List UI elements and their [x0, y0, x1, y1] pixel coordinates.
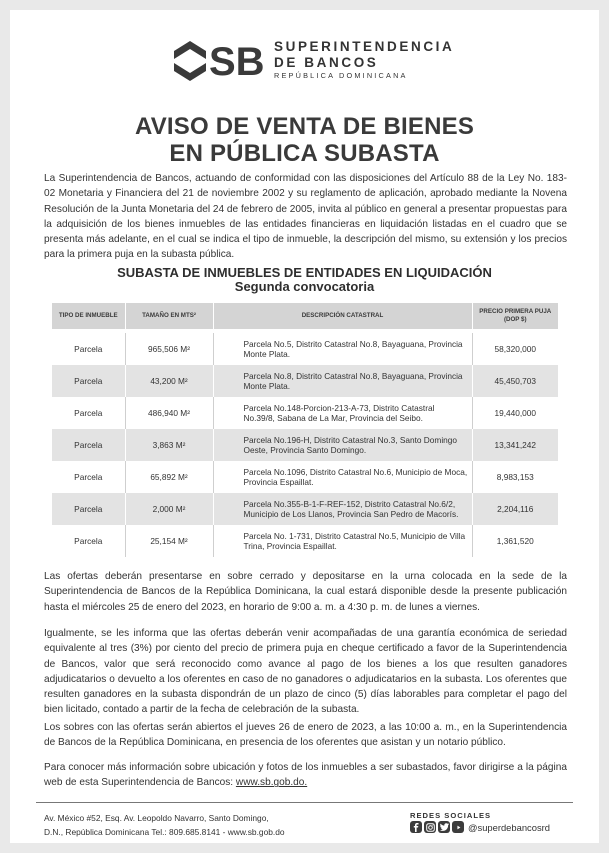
cell-desc: Parcela No.5, Distrito Catastral No.8, Bayaguana, Provincia Monte Plata. — [213, 333, 472, 365]
table-row — [52, 525, 558, 557]
social-title: REDES SOCIALES — [410, 811, 492, 820]
cell-type: Parcela — [52, 365, 125, 397]
twitter-icon[interactable] — [438, 821, 450, 833]
social-handle[interactable]: @superdebancosrd — [468, 821, 550, 833]
cell-type: Parcela — [52, 525, 125, 557]
cell-desc: Parcela No.148-Porcion-213-A-73, Distrito Catastral No.39/8, Sabana de La Mar, Provincia del Seibo. — [213, 397, 472, 429]
cell-price: 45,450,703 — [472, 365, 558, 397]
cell-desc: Parcela No.196-H, Distrito Catastral No.3, Santo Domingo Oeste, Provincia Santo Domingo. — [213, 429, 472, 461]
paragraph-opening: Los sobres con las ofertas serán abiertos el jueves 26 de enero de 2023, a las 10:00 a. m., en la Superintendencia de Bancos de la República Dominicana, en presencia de los oferentes que asistan y un notario público. — [44, 722, 567, 749]
brand-line3: REPÚBLICA DOMINICANA — [274, 71, 408, 81]
paragraph-more-info — [44, 760, 567, 791]
sb-logo-icon — [172, 37, 268, 83]
table-row — [52, 333, 558, 365]
table-row — [52, 429, 558, 461]
cell-type: Parcela — [52, 397, 125, 429]
sb-logo — [172, 37, 454, 83]
table-row — [52, 397, 558, 429]
logo-mark-text: SB — [209, 40, 265, 83]
cell-type: Parcela — [52, 461, 125, 493]
cell-size: 43,200 M² — [125, 365, 213, 397]
cell-price: 19,440,000 — [472, 397, 558, 429]
instagram-icon[interactable] — [424, 821, 436, 833]
cell-price: 2,204,116 — [472, 493, 558, 525]
header-size: TAMAÑO EN MTS² — [125, 303, 213, 329]
cell-desc: Parcela No.1096, Distrito Catastral No.6, Municipio de Moca, Provincia Espaillat. — [213, 461, 472, 493]
social-links — [410, 821, 550, 833]
table-header-row — [52, 303, 558, 329]
cell-type: Parcela — [52, 333, 125, 365]
title-line1: AVISO DE VENTA DE BIENES — [134, 113, 475, 140]
more-info-text: Para conocer más información sobre ubicación y fotos de los inmuebles a ser subastados, favor dirigirse a la página web de esta Superintendencia de Bancos: — [44, 762, 567, 789]
facebook-icon[interactable] — [410, 821, 422, 833]
cell-price: 1,361,520 — [472, 525, 558, 557]
cell-desc: Parcela No.355-B-1-F-REF-152, Distrito Catastral No.6/2, Municipio de Los Llanos, Provincia San Pedro de Macorís. — [213, 493, 472, 525]
table-row — [52, 461, 558, 493]
address-line2: D.N., República Dominicana Tel.: 809.685.8141 - www.sb.gob.do — [44, 827, 285, 837]
header-price: PRECIO PRIMERA PUJA (DOP $) — [472, 303, 558, 329]
section-title: SUBASTA DE INMUEBLES DE ENTIDADES EN LIQUIDACIÓN — [117, 265, 492, 280]
cell-price: 8,983,153 — [472, 461, 558, 493]
cell-size: 486,940 M² — [125, 397, 213, 429]
header-type: TIPO DE INMUEBLE — [52, 303, 125, 329]
cell-type: Parcela — [52, 493, 125, 525]
cell-size: 965,506 M² — [125, 333, 213, 365]
intro-paragraph: La Superintendencia de Bancos, actuando de conformidad con las disposiciones del Artículo 88 de la Ley No. 183-02 Monetaria y Financiera del 21 de noviembre 2002 y su reglamento de aplicación, aprobado mediante la Novena Resolución de la Junta Monetaria del 24 de febrero de 2005, invita al público en general a presentar propuestas para la adquisición de los bienes inmuebles de las entidades financieras en liquidación listadas en el cuadro que se presenta más adelante, en el cual se indica el tipo de inmueble, la descripción del mismo, su extensión y los precios para la primera puja en la subasta pública. — [44, 173, 567, 261]
brand-line1: SUPERINTENDENCIA — [274, 39, 455, 55]
address-line1: Av. México #52, Esq. Av. Leopoldo Navarro, Santo Domingo, — [44, 813, 269, 823]
section-subtitle: Segunda convocatoria — [234, 279, 375, 294]
cell-price: 58,320,000 — [472, 333, 558, 365]
cell-size: 3,863 M² — [125, 429, 213, 461]
table-row — [52, 365, 558, 397]
cell-size: 25,154 M² — [125, 525, 213, 557]
website-link[interactable]: www.sb.gob.do. — [235, 777, 308, 789]
header-desc: DESCRIPCIÓN CATASTRAL — [213, 303, 472, 329]
logo-mark — [172, 37, 268, 83]
cell-desc: Parcela No. 1-731, Distrito Catastral No.5, Municipio de Villa Trina, Provincia Espaillat. — [213, 525, 472, 557]
cell-desc: Parcela No.8, Distrito Catastral No.8, Bayaguana, Provincia Monte Plata. — [213, 365, 472, 397]
cell-type: Parcela — [52, 429, 125, 461]
paragraph-submission: Las ofertas deberán presentarse en sobre cerrado y depositarse en la urna colocada en la sede de la Superintendencia de Bancos de la República Dominicana, la cual estará disponible desde la presente publicación hasta el miércoles 25 de enero del 2023, en horario de 9:00 a. m. a 4:30 p. m. de lunes a viernes. — [44, 571, 567, 613]
brand-line2: DE BANCOS — [274, 54, 379, 70]
title-line2: EN PÚBLICA SUBASTA — [169, 140, 440, 167]
cell-price: 13,341,242 — [472, 429, 558, 461]
youtube-icon[interactable] — [452, 821, 464, 833]
properties-table — [52, 303, 558, 557]
footer-divider — [36, 802, 573, 803]
cell-size: 2,000 M² — [125, 493, 213, 525]
cell-size: 65,892 M² — [125, 461, 213, 493]
paragraph-guarantee: Igualmente, se les informa que las ofertas deberán venir acompañadas de una garantía económica de seriedad equivalente al tres (3%) por ciento del precio de primera puja en cheque certificado a favor de la Superintendencia de Bancos, valor que será reconocido como avance al pago de los bienes a los que resulten ganadores adjudicatarios o devuelto a los oferentes en caso de no ganadores o adjudicatarios en la subasta. Los oferentes que resulten ganadores en la subasta dispondrán de un plazo de cinco (5) días laborables para completar el pago del bien licitado, contado a partir de la fecha de celebración de la subasta. — [44, 628, 567, 716]
footer-address — [44, 811, 285, 839]
table-row — [52, 493, 558, 525]
